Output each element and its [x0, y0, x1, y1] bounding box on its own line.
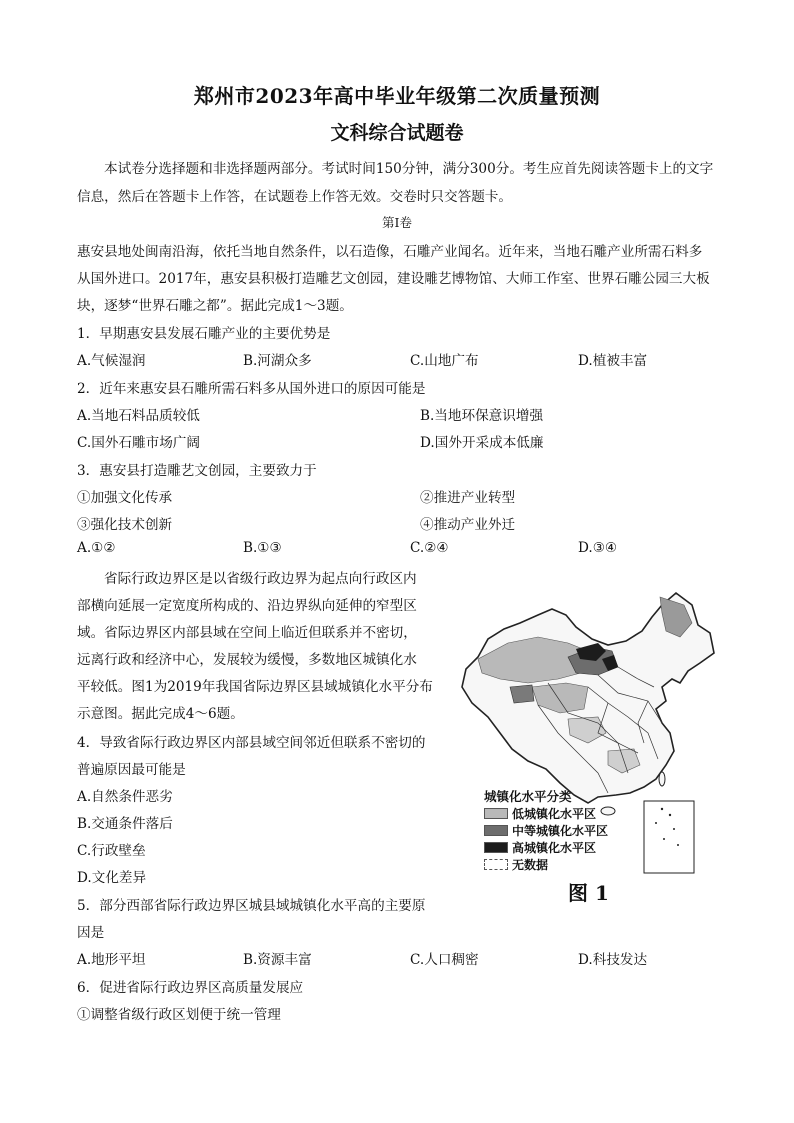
q5-option-c: C.人口稠密	[410, 952, 479, 968]
q5-stem-line-1: 5．部分西部省际行政边界区城县域城镇化水平高的主要原	[77, 898, 426, 914]
q2-stem: 2．近年来惠安县石雕所需石料多从国外进口的原因可能是	[77, 381, 426, 397]
taiwan-island	[659, 772, 665, 786]
figure-1	[448, 583, 728, 903]
exam-subtitle: 文科综合试题卷	[330, 122, 464, 144]
passage2-line-5: 平较低。图1为2019年我国省际边界区县域城镇化水平分布	[77, 679, 433, 695]
q3-option-d: D.③④	[578, 540, 618, 556]
legend-label-medium: 中等城镇化水平区	[512, 824, 609, 838]
q3-item-1: ①加强文化传承	[77, 490, 173, 506]
q2-option-c: C.国外石雕市场广阔	[77, 435, 200, 451]
intro-line-2: 信息，然后在答题卡上作答，在试题卷上作答无效。交卷时只交答题卡。	[77, 189, 512, 205]
legend-swatch-medium	[484, 825, 508, 836]
q6-stem: 6．促进省际行政边界区高质量发展应	[77, 980, 304, 996]
legend-item-high	[484, 839, 608, 856]
q3-item-3: ③强化技术创新	[77, 517, 173, 533]
passage2-line-1: 省际行政边界区是以省级行政边界为起点向行政区内	[104, 571, 417, 587]
q4-option-a: A.自然条件恶劣	[77, 789, 173, 805]
q6-item-1: ①调整省级行政区划便于统一管理	[77, 1007, 281, 1023]
q3-option-a: A.①②	[77, 540, 116, 556]
q4-option-d: D.文化差异	[77, 870, 147, 886]
q3-stem: 3．惠安县打造雕艺文创园，主要致力于	[77, 463, 317, 479]
q1-option-a: A.气候湿润	[77, 353, 146, 369]
passage1-line-3: 块，逐梦“世界石雕之都”。据此完成1～3题。	[77, 298, 353, 314]
q3-option-c: C.②④	[410, 540, 449, 556]
exam-title: 郑州市2023年高中毕业年级第二次质量预测	[193, 84, 601, 108]
legend-title: 城镇化水平分类	[484, 789, 572, 804]
q4-option-b: B.交通条件落后	[77, 816, 173, 832]
q3-item-2: ②推进产业转型	[420, 490, 516, 506]
q4-option-c: C.行政壁垒	[77, 843, 146, 859]
map-legend	[484, 787, 608, 873]
q3-option-b: B.①③	[243, 540, 282, 556]
legend-item-medium	[484, 822, 608, 839]
legend-item-nodata	[484, 856, 608, 873]
q2-option-a: A.当地石料品质较低	[77, 408, 200, 424]
legend-swatch-high	[484, 842, 508, 853]
q4-stem-line-2: 普遍原因最可能是	[77, 762, 186, 778]
legend-swatch-low	[484, 808, 508, 819]
figure-caption: 图 1	[568, 881, 609, 905]
q5-option-b: B.资源丰富	[243, 952, 312, 968]
q2-option-d: D.国外开采成本低廉	[420, 435, 544, 451]
section-label: 第Ⅰ卷	[382, 215, 412, 230]
legend-item-low	[484, 805, 608, 822]
south-sea-islands	[655, 808, 679, 846]
q1-option-b: B.河湖众多	[243, 353, 312, 369]
passage2-line-2: 部横向延展一定宽度所构成的、沿边界纵向延伸的窄型区	[77, 598, 417, 614]
medium-urbanization-region	[510, 685, 534, 703]
q5-option-d: D.科技发达	[578, 952, 648, 968]
legend-label-low: 低城镇化水平区	[512, 807, 597, 821]
q5-stem-line-2: 因是	[77, 925, 105, 941]
south-sea-inset-frame	[644, 801, 694, 873]
q3-item-4: ④推动产业外迁	[420, 517, 516, 533]
q4-stem-line-1: 4．导致省际行政边界区内部县域空间邻近但联系不密切的	[77, 735, 426, 751]
passage1-line-2: 从国外进口。2017年，惠安县积极打造雕艺文创园，建设雕艺博物馆、大师工作室、世界石雕公园三大板	[77, 271, 710, 287]
passage2-line-6: 示意图。据此完成4～6题。	[77, 706, 244, 722]
legend-label-high: 高城镇化水平区	[512, 841, 597, 855]
q5-option-a: A.地形平坦	[77, 952, 146, 968]
passage2-line-3: 域。省际边界区内部县域在空间上临近但联系并不密切，	[77, 625, 417, 641]
legend-swatch-nodata	[484, 859, 508, 870]
intro-line-1: 本试卷分选择题和非选择题两部分。考试时间150分钟，满分300分。考生应首先阅读答题卡上的文字	[104, 161, 714, 177]
q1-option-c: C.山地广布	[410, 353, 479, 369]
q1-stem: 1．早期惠安县发展石雕产业的主要优势是	[77, 326, 331, 342]
q1-option-d: D.植被丰富	[578, 353, 648, 369]
q2-option-b: B.当地环保意识增强	[420, 408, 544, 424]
passage2-line-4: 远离行政和经济中心，发展较为缓慢，多数地区城镇化水	[77, 652, 417, 668]
legend-label-nodata: 无数据	[512, 858, 549, 872]
passage1-line-1: 惠安县地处闽南沿海，依托当地自然条件，以石造像，石雕产业闻名。近年来，当地石雕产业所需石料多	[77, 244, 703, 260]
